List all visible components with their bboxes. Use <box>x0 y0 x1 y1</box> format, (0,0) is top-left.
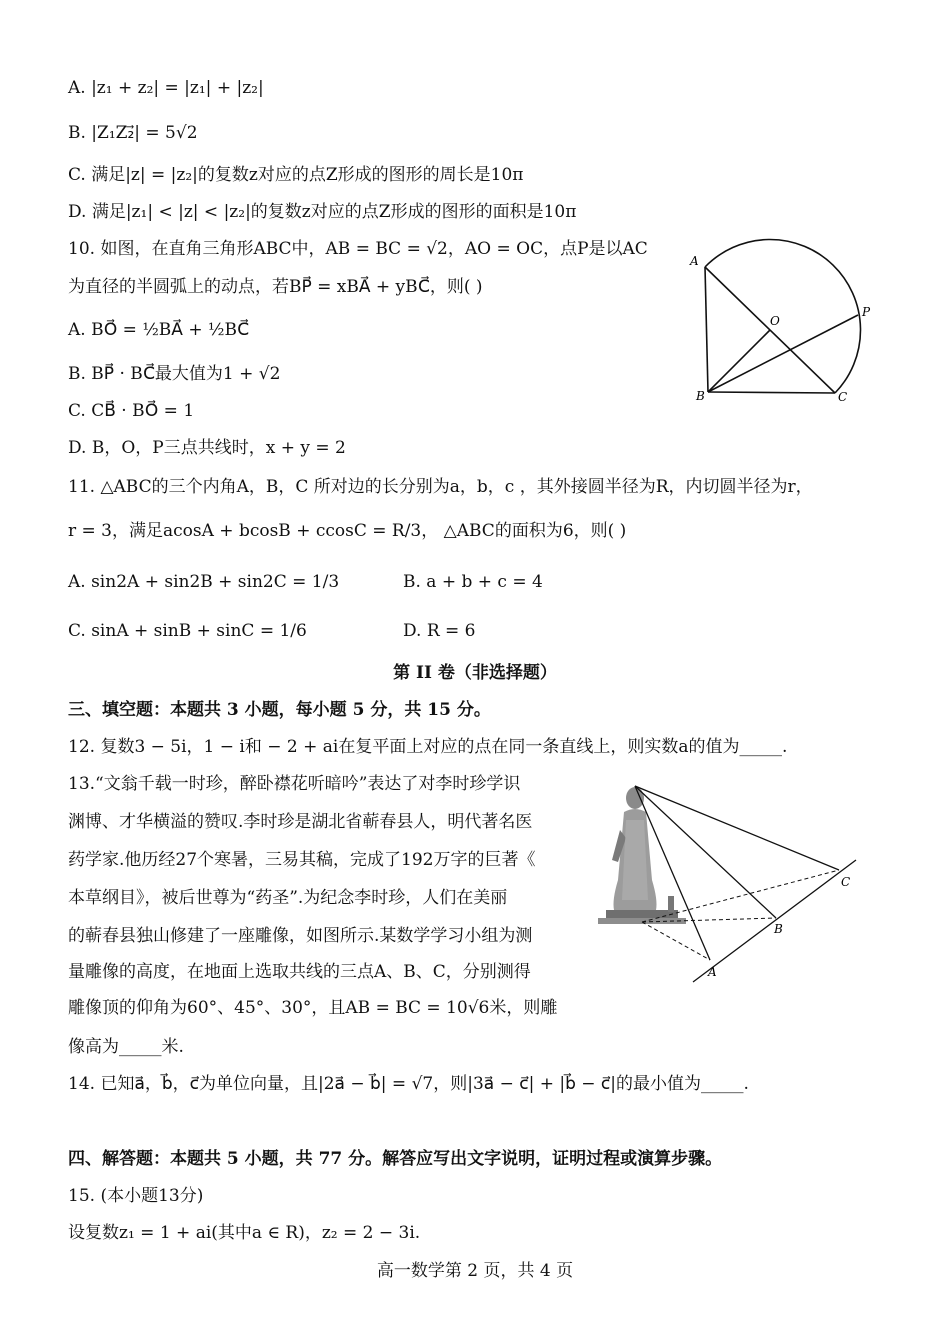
section-2-title: 第 II 卷（非选择题） <box>393 663 557 683</box>
label-b: B <box>696 389 705 403</box>
q13-line5: 的蕲春县独山修建了一座雕像，如图所示.某数学学习小组为测 <box>68 926 533 946</box>
label-a: A <box>708 965 717 979</box>
q15-line1: 设复数z₁ = 1 + ai(其中a ∈ R)，z₂ = 2 − 3i. <box>68 1223 421 1243</box>
statue-image <box>598 787 686 924</box>
q10-option-a: A. BO⃗ = ½BA⃗ + ½BC⃗ <box>68 320 250 340</box>
page-footer: 高一数学第 2 页，共 4 页 <box>376 1261 574 1281</box>
option-9b: B. |Z₁Z₂⃗| = 5√2 <box>68 123 198 143</box>
option-9d: D. 满足|z₁| < |z| < |z₂|的复数z对应的点Z形成的图形的面积是10π <box>68 202 577 222</box>
semicircle-arc <box>705 240 860 393</box>
q13-figure <box>598 760 863 992</box>
label-b: B <box>774 922 783 936</box>
q13-line6: 量雕像的高度，在地面上选取共线的三点A、B、C，分别测得 <box>68 962 531 982</box>
q13-line2: 渊博、才华横溢的赞叹.李时珍是湖北省蕲春县人，明代著名医 <box>68 812 533 832</box>
q10-line1: 10. 如图，在直角三角形ABC中，AB = BC = √2，AO = OC，点P是以AC <box>68 239 648 259</box>
dashed-base-a <box>642 922 710 960</box>
q10-figure <box>680 235 885 410</box>
q14-text: 14. 已知a⃗，b⃗，c⃗为单位向量，且|2a⃗ − b⃗| = √7，则|3a⃗ − c⃗| + |b⃗ − c⃗|的最小值为_____. <box>68 1074 749 1094</box>
q13-line3: 药学家.他历经27个寒暑，三易其稿，完成了192万字的巨著《 <box>68 850 536 870</box>
q10-option-c: C. CB⃗ · BO⃗ = 1 <box>68 401 195 421</box>
q10-option-b: B. BP⃗ · BC⃗最大值为1 + √2 <box>68 364 281 384</box>
ground-line-abc <box>693 860 856 982</box>
segment-ab <box>705 267 708 392</box>
label-a: A <box>690 254 699 268</box>
q11-line1: 11. △ABC的三个内角A，B，C 所对边的长分别为a，b，c ，其外接圆半径为R，内切圆半径为r， <box>68 477 813 497</box>
segment-bc <box>708 392 835 393</box>
label-o: O <box>770 314 780 328</box>
q15-title: 15. (本小题13分) <box>68 1186 204 1206</box>
section-3-title: 三、填空题：本题共 3 小题，每小题 5 分，共 15 分。 <box>68 700 491 720</box>
label-c: C <box>841 875 851 889</box>
q10-line2: 为直径的半圆弧上的动点，若BP⃗ = xBA⃗ + yBC⃗，则( ) <box>68 277 483 297</box>
section-4-title: 四、解答题：本题共 5 小题，共 77 分。解答应写出文字说明，证明过程或演算步骤。 <box>68 1149 723 1169</box>
label-c: C <box>838 390 848 404</box>
q11-option-b: B. a + b + c = 4 <box>403 572 543 592</box>
q13-line7: 雕像顶的仰角为60°、45°、30°，且AB = BC = 10√6米，则雕 <box>68 998 558 1018</box>
q13-line1: 13.“文翁千载一时珍，醉卧襟花听暗吟”表达了对李时珍学识 <box>68 774 521 794</box>
segment-bp <box>708 315 858 392</box>
sight-line-b <box>635 786 776 918</box>
q11-option-d: D. R = 6 <box>403 621 476 641</box>
q12-text: 12. 复数3 − 5i，1 − i和 − 2 + ai在复平面上对应的点在同一条直线上，则实数a的值为_____. <box>68 737 788 757</box>
segment-bo <box>708 330 770 392</box>
q11-line2: r = 3，满足acosA + bcosB + ccosC = R/3， △ABC的面积为6，则( ) <box>68 521 627 541</box>
q11-option-a: A. sin2A + sin2B + sin2C = 1/3 <box>68 572 340 592</box>
q13-line4: 本草纲目》，被后世尊为“药圣”.为纪念李时珍，人们在美丽 <box>68 888 508 908</box>
q13-line8: 像高为_____米. <box>68 1037 184 1057</box>
option-9c: C. 满足|z| = |z₂|的复数z对应的点Z形成的图形的周长是10π <box>68 165 524 185</box>
label-p: P <box>862 305 871 319</box>
q10-option-d: D. B，O，P三点共线时，x + y = 2 <box>68 438 346 458</box>
option-9a: A. |z₁ + z₂| = |z₁| + |z₂| <box>68 78 264 98</box>
q11-option-c: C. sinA + sinB + sinC = 1/6 <box>68 621 307 641</box>
